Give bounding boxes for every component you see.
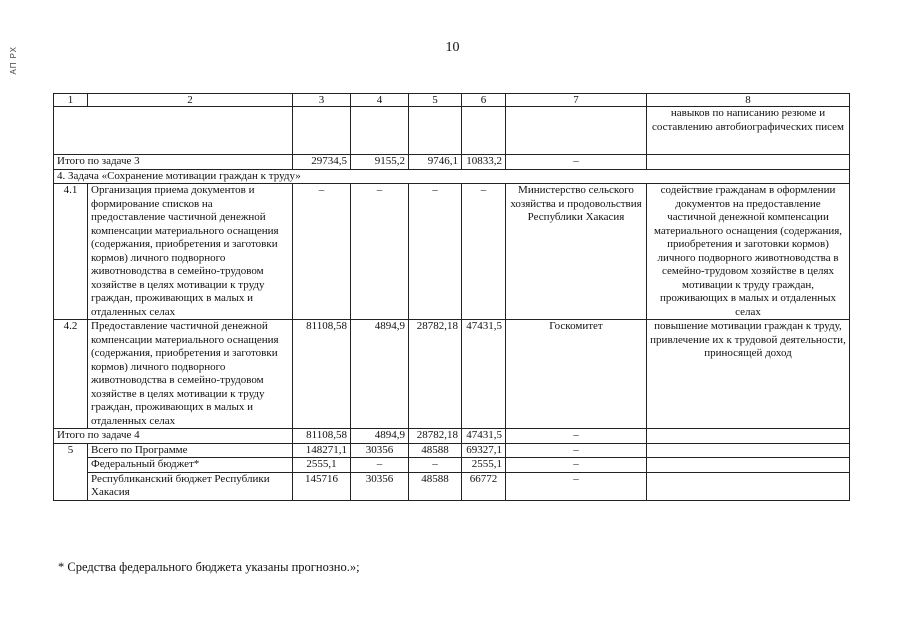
federal-budget-c6: 2555,1	[462, 458, 506, 473]
total-task-3-c6: 10833,2	[462, 155, 506, 170]
program-total-c6: 69327,1	[462, 443, 506, 458]
item-4-2-row	[54, 320, 850, 429]
federal-budget-label: Федеральный бюджет*	[88, 458, 293, 473]
total-task-4-c7: –	[506, 429, 647, 444]
republic-budget-c6: 66772	[462, 472, 506, 500]
cont-empty-3	[293, 107, 351, 155]
program-total-label: Всего по Программе	[88, 443, 293, 458]
total-task-3-c4: 9155,2	[351, 155, 409, 170]
federal-budget-c4: –	[351, 458, 409, 473]
total-task-4-row	[54, 429, 850, 444]
program-total-row	[54, 443, 850, 458]
item-4-2-c3: 81108,58	[293, 320, 351, 429]
cont-empty-5	[409, 107, 462, 155]
item-4-1-c3: –	[293, 184, 351, 320]
continuation-row	[54, 107, 850, 155]
header-col-8: 8	[647, 94, 850, 107]
total-task-3-label: Итого по задаче 3	[54, 155, 293, 170]
header-col-3: 3	[293, 94, 351, 107]
republic-budget-c7: –	[506, 472, 647, 500]
federal-budget-c5: –	[409, 458, 462, 473]
federal-budget-c7: –	[506, 458, 647, 473]
cont-result-text: навыков по написанию резюме и составлению автобиографических писем	[647, 107, 850, 155]
item-4-1-result: содействие гражданам в оформлении документов на предоставление частичной денежной компенсации материального оснащения (содержания, приобретения и заготовки кормов) личного подворного животноводства в семейно-трудовом хозяйстве в целях мотивации к труду граждан, проживающих в малых и отдаленных селах	[647, 184, 850, 320]
program-total-c8	[647, 443, 850, 458]
republic-budget-c8	[647, 472, 850, 500]
republic-budget-c5: 48588	[409, 472, 462, 500]
federal-budget-row	[54, 458, 850, 473]
total-task-3-c8	[647, 155, 850, 170]
item-4-2-number: 4.2	[54, 320, 88, 429]
item-4-2-c5: 28782,18	[409, 320, 462, 429]
header-col-5: 5	[409, 94, 462, 107]
republic-budget-row	[54, 472, 850, 500]
header-col-7: 7	[506, 94, 647, 107]
item-4-1-description: Организация приема документов и формирование списков на предоставление частичной денежной компенсации материального оснащения (содержания, приобретения и заготовки кормов) личного подворного животноводства в семейно-трудовом хозяйстве в целях мотивации к труду граждан, проживающих в малых и отдаленных селах	[88, 184, 293, 320]
program-table	[53, 93, 850, 501]
republic-budget-c4: 30356	[351, 472, 409, 500]
republic-budget-c3: 145716	[293, 472, 351, 500]
total-task-4-c4: 4894,9	[351, 429, 409, 444]
cont-empty-6	[462, 107, 506, 155]
program-total-c4: 30356	[351, 443, 409, 458]
item-4-1-c6: –	[462, 184, 506, 320]
total-task-4-label: Итого по задаче 4	[54, 429, 293, 444]
cont-empty-7	[506, 107, 647, 155]
header-col-6: 6	[462, 94, 506, 107]
item-4-2-result: повышение мотивации граждан к труду, привлечение их к трудовой деятельности, приносящей доход	[647, 320, 850, 429]
total-task-4-c5: 28782,18	[409, 429, 462, 444]
item-4-1-row	[54, 184, 850, 320]
program-total-c7: –	[506, 443, 647, 458]
total-task-3-c7: –	[506, 155, 647, 170]
total-task-4-c8	[647, 429, 850, 444]
task-4-heading-row	[54, 169, 850, 184]
header-col-1: 1	[54, 94, 88, 107]
item-4-2-description: Предоставление частичной денежной компенсации материального оснащения (содержания, приобретения и заготовки кормов) личного подворного животноводства в семейно-трудовом хозяйстве в целях мотивации к труду граждан, проживающих в малых и отдаленных селах	[88, 320, 293, 429]
task-4-heading: 4. Задача «Сохранение мотивации граждан к труду»	[54, 169, 850, 184]
cont-empty-4	[351, 107, 409, 155]
header-row	[54, 94, 850, 107]
item-4-1-executor: Министерство сельского хозяйства и продовольствия Республики Хакасия	[506, 184, 647, 320]
item-4-1-c4: –	[351, 184, 409, 320]
item-4-2-c4: 4894,9	[351, 320, 409, 429]
republic-budget-label: Республиканский бюджет Республики Хакасия	[88, 472, 293, 500]
program-total-c3: 148271,1	[293, 443, 351, 458]
cont-empty-left	[54, 107, 293, 155]
footnote: * Средства федерального бюджета указаны прогнозно.»;	[58, 560, 360, 574]
item-4-2-executor: Госкомитет	[506, 320, 647, 429]
total-task-3-c5: 9746,1	[409, 155, 462, 170]
program-total-number: 5	[54, 443, 88, 500]
federal-budget-c3: 2555,1	[293, 458, 351, 473]
item-4-1-number: 4.1	[54, 184, 88, 320]
side-archive-mark: АП РХ	[9, 46, 18, 75]
item-4-2-c6: 47431,5	[462, 320, 506, 429]
item-4-1-c5: –	[409, 184, 462, 320]
page-number: 10	[445, 40, 460, 55]
total-task-4-c3: 81108,58	[293, 429, 351, 444]
total-task-3-row	[54, 155, 850, 170]
program-total-c5: 48588	[409, 443, 462, 458]
federal-budget-c8	[647, 458, 850, 473]
total-task-3-c3: 29734,5	[293, 155, 351, 170]
header-col-2: 2	[88, 94, 293, 107]
total-task-4-c6: 47431,5	[462, 429, 506, 444]
header-col-4: 4	[351, 94, 409, 107]
